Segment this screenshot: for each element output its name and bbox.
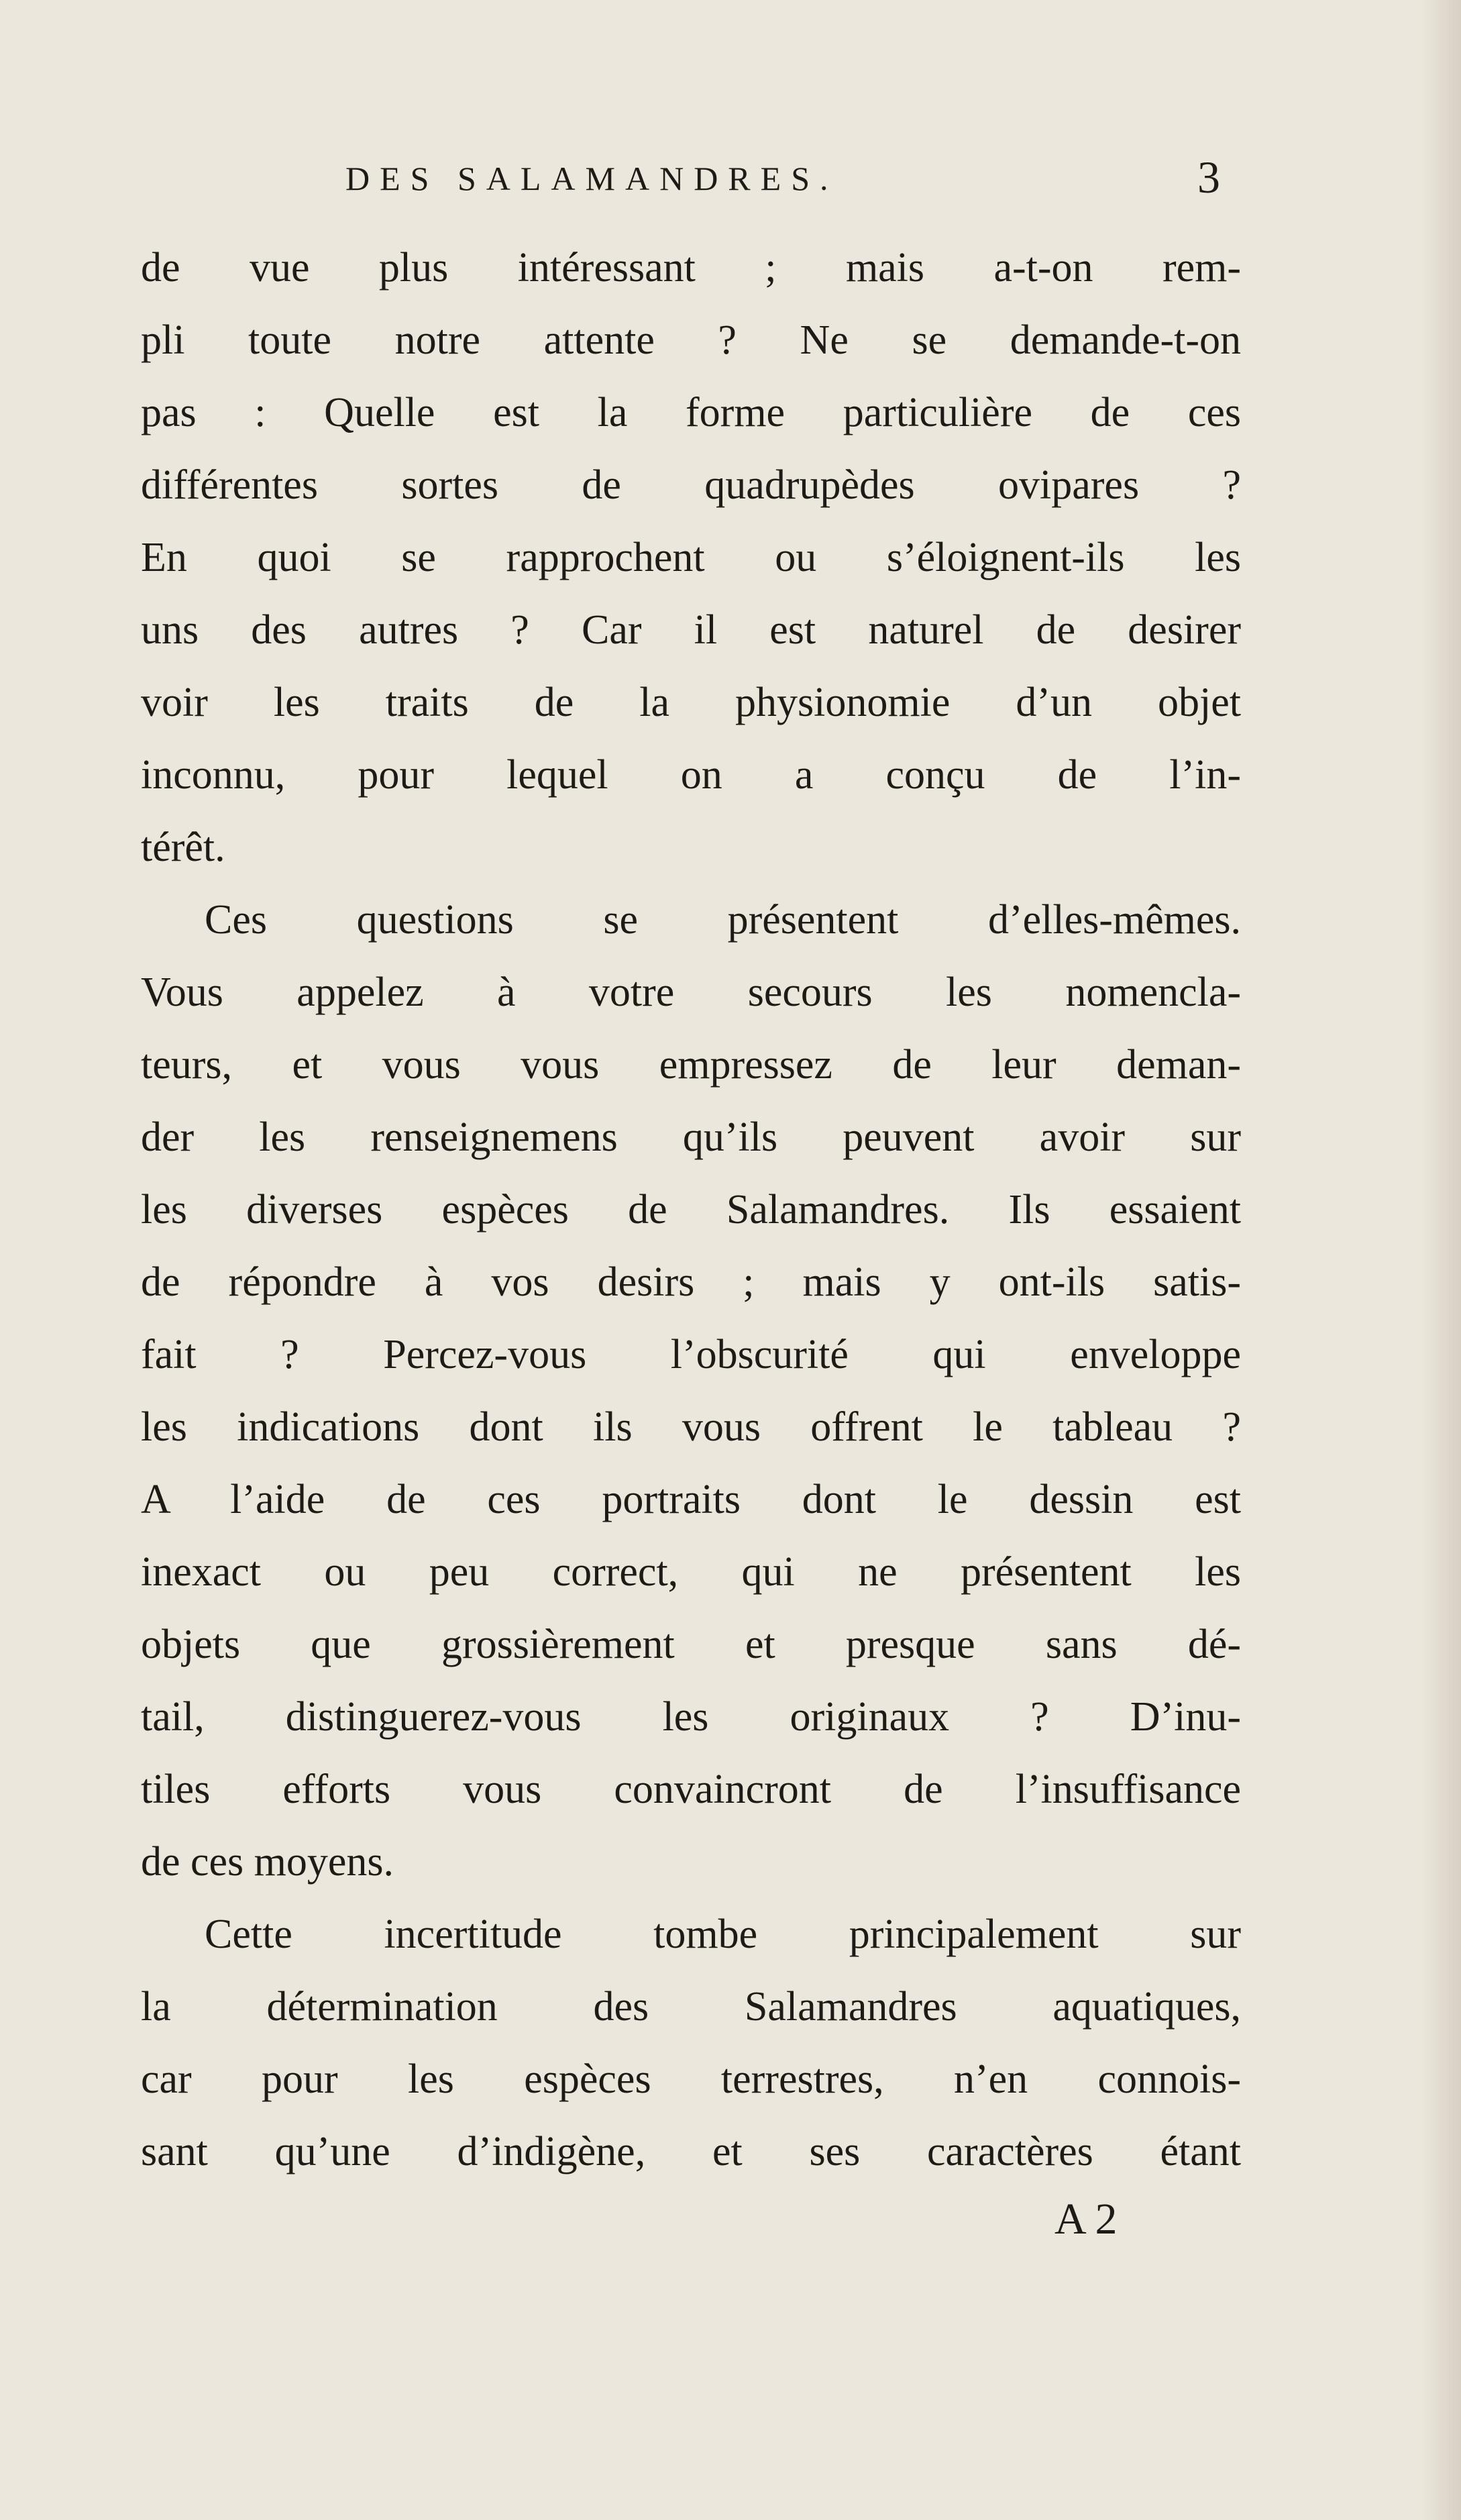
text-line: Vous appelez à votre secours les nomencla- (141, 969, 1241, 1015)
page-number: 3 (1197, 152, 1220, 203)
paragraph-start-line: Cette incertitude tombe principalement sur (205, 1911, 1241, 1957)
text-line: de ces moyens. (141, 1839, 394, 1885)
text-line: voir les traits de la physionomie d’un objet (141, 680, 1241, 725)
text-line: la détermination des Salamandres aquatiques, (141, 1984, 1241, 2030)
running-head (0, 142, 1461, 216)
text-line: inconnu, pour lequel on a conçu de l’in- (141, 752, 1241, 798)
text-line: der les renseignemens qu’ils peuvent avoir sur (141, 1114, 1241, 1160)
text-line: de vue plus intéressant ; mais a-t-on rem- (141, 245, 1241, 291)
text-line: térêt. (141, 825, 225, 870)
text-line: tail, distinguerez-vous les originaux ? D’inu- (141, 1694, 1241, 1740)
text-line: les indications dont ils vous offrent le tableau ? (141, 1404, 1241, 1450)
text-line: En quoi se rapprochent ou s’éloignent-ils les (141, 535, 1241, 580)
text-line: de répondre à vos desirs ; mais y ont-ils satis- (141, 1259, 1241, 1305)
text-line: car pour les espèces terrestres, n’en connois- (141, 2056, 1241, 2102)
text-line: différentes sortes de quadrupèdes ovipares ? (141, 462, 1241, 508)
paragraph-start-line: Ces questions se présentent d’elles-mêmes. (205, 897, 1241, 943)
text-line: les diverses espèces de Salamandres. Ils essaient (141, 1187, 1241, 1232)
text-line: pas : Quelle est la forme particulière de ces (141, 390, 1241, 435)
text-line: sant qu’une d’indigène, et ses caractères étant (141, 2129, 1241, 2174)
text-line: objets que grossièrement et presque sans dé- (141, 1622, 1241, 1667)
body-text (141, 231, 1241, 2188)
signature-mark: A 2 (1054, 2195, 1118, 2244)
text-line: uns des autres ? Car il est naturel de desirer (141, 607, 1241, 653)
page-edge-shadow (1421, 0, 1461, 2520)
text-line: A l’aide de ces portraits dont le dessin est (141, 1477, 1241, 1522)
running-title: DES SALAMANDRES. (345, 160, 838, 197)
text-line: tiles efforts vous convaincront de l’insuffisance (141, 1767, 1241, 1812)
text-line: inexact ou peu correct, qui ne présentent les (141, 1549, 1241, 1595)
text-line: pli toute notre attente ? Ne se demande-t-on (141, 317, 1241, 363)
text-line: teurs, et vous vous empressez de leur deman- (141, 1042, 1241, 1088)
text-line: fait ? Percez-vous l’obscurité qui enveloppe (141, 1332, 1241, 1377)
